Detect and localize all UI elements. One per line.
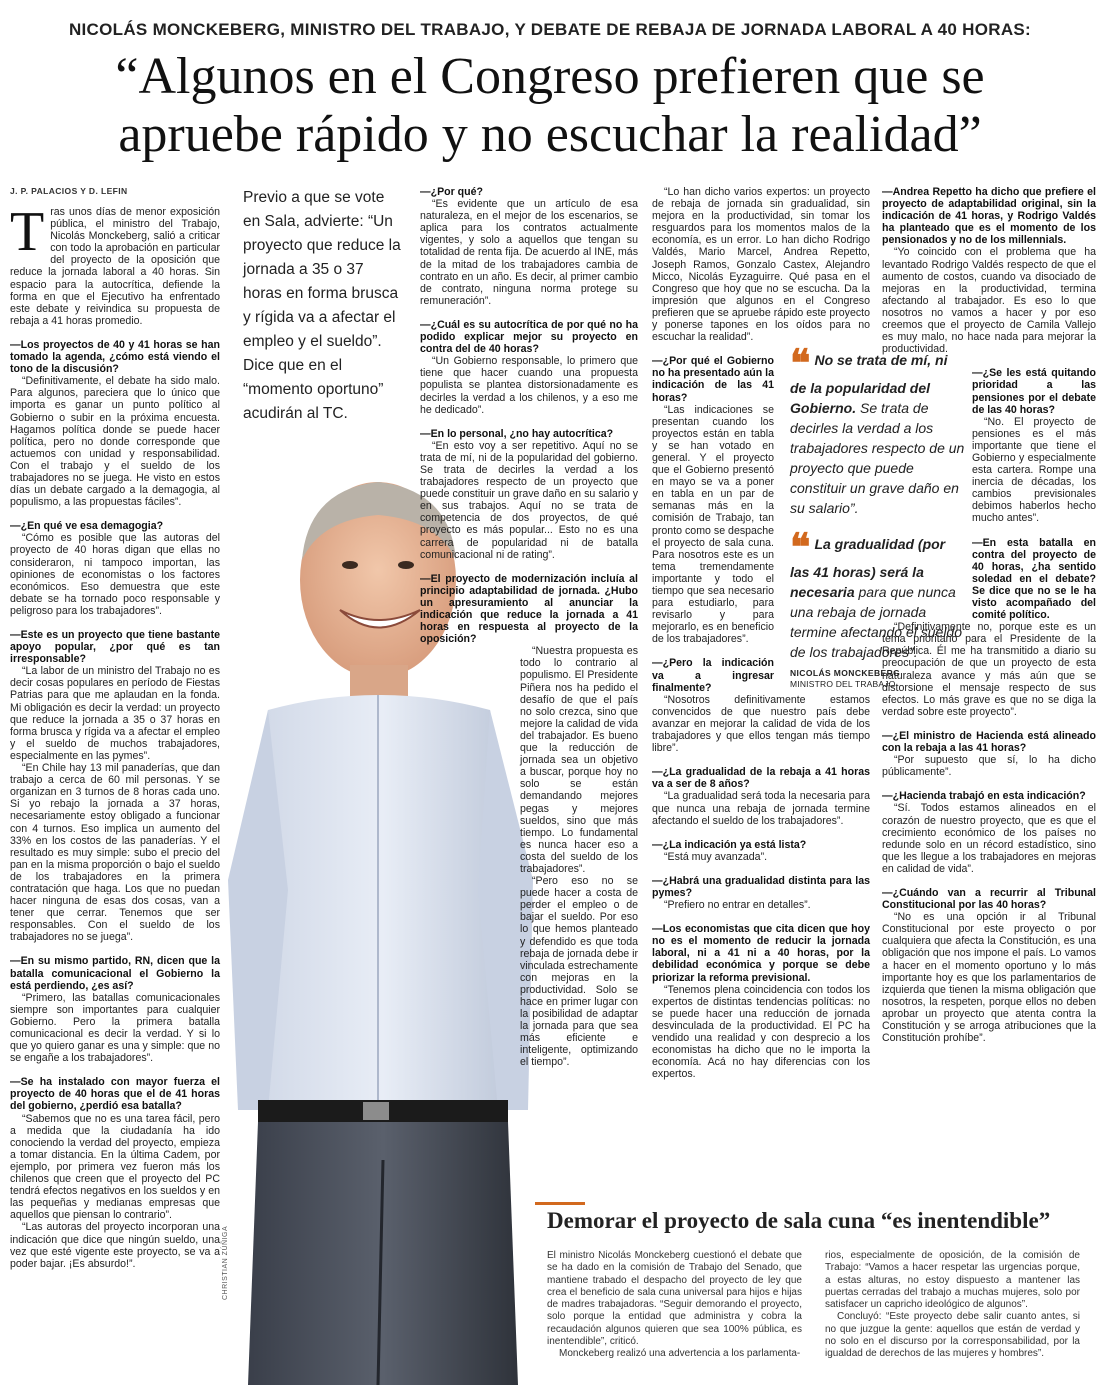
question: —El proyecto de modernización incluía al principio adaptabilidad de jornada. ¿Hubo un apresuramiento al anunciar la indicación que reduce la jornada a 41 horas en respuesta al proyecto de la oposición? — [420, 572, 638, 646]
pull-quote-2: ❝ La gradualidad (por las 41 horas) será la necesaria para que nunca una rebaja de jornada termine afectando el sueldo de los trabajadores”. — [790, 527, 962, 660]
accent-bar — [535, 1202, 585, 1205]
question: —¿La gradualidad de la rebaja a 41 horas va a ser de 8 años? — [652, 766, 870, 791]
question: —¿El ministro de Hacienda está alineado con la rebaja a las 41 horas? — [882, 729, 1096, 755]
question: —Andrea Repetto ha dicho que prefiere el proyecto de adaptabilidad original, sin la indicación de 41 horas, y Rodrigo Valdés ha planteado que es el momento de los pensionados y no de los millennials. — [882, 186, 1096, 247]
answer: “Lo han dicho varios expertos: un proyecto de rebaja de jornada sin gradualidad, sin mejora en la productividad, sin tomar los resguardos para los momentos malos de la economía, es un error. Lo han dicho Rodrigo Valdés, Mario Marcel, Andrea Repetto, Joseph Ramos, Gonzalo Castex, Alejandro Micco, Nicolás Eyzaguirre. Qué pasa en el Congreso que hoy que no se escucha. Da la impresión que algunos en el Congreso prefieren que se apruebe rápido este proyecto y ponerse tapones en los oídos para no escuchar la realidad”. — [652, 186, 870, 344]
question: —En su mismo partido, RN, dicen que la batalla comunicacional el Gobierno la está perdiendo, ¿es así? — [10, 955, 220, 992]
question: —Los proyectos de 40 y 41 horas se han tomado la agenda, ¿cómo está viendo el tono de la discusión? — [10, 338, 220, 376]
question: —¿Por qué? — [420, 186, 483, 198]
pull-quote-1: ❝ No se trata de mí, ni de la popularidad del Gobierno. Se trata de decirles la verdad a los trabajadores respecto de un proyecto que puede constituir un grave daño en su salario”. — [790, 343, 965, 516]
pull-quote-signature: NICOLÁS MONCKEBERG MINISTRO DEL TRABAJO — [790, 668, 901, 689]
kicker: NICOLÁS MONCKEBERG, MINISTRO DEL TRABAJO, Y DEBATE DE REBAJA DE JORNADA LABORAL A 40 HORAS: — [68, 20, 1032, 39]
headline: “Algunos en el Congreso prefieren que se apruebe rápido y no escuchar la realidad” — [115, 48, 985, 163]
answer: “La labor de un ministro del Trabajo no es decir cosas populares en período de Fiestas Patrias para que me aplaudan en la fonda. Mi obligación es decir la verdad: un proyecto que reduce la jornada a 35 o 37 horas en forma brusca y rígida va a afectar el empleo y el sueldo de muchos trabajadores, especialmente en las pymes”. — [10, 665, 220, 762]
answer: “Está muy avanzada”. — [664, 850, 768, 863]
question: —¿Habrá una gradualidad distinta para las pymes? — [652, 874, 870, 899]
answer: “Nuestra propuesta es todo lo contrario al populismo. El Presidente Piñera nos ha pedido el desafío de que el país no solo crezca, sino que mejore la calidad de vida del trabajador. Es bueno que la reducción de jornada sea un objetivo a buscar, porque hoy no solo se están demandando mejores pegas y mejores sueldos, sino que más tiempo. Lo fundamental es nunca hacer eso a costa del sueldo de los trabajadores”. — [520, 645, 638, 875]
answer: “Definitivamente no, porque este es un tema prioritario para el Presidente de la República. Él me ha transmitido a diario su preocupación de que un proyecto de esta naturaleza avance y más aún que se distorsione el mensaje respecto de sus efectos. Lo más grave es que no se diga la verdad sobre este proyecto”. — [882, 621, 1096, 718]
answer: “La gradualidad será toda la necesaria para que nunca una rebaja de jornada termine afectando el sueldo de los trabajadores”. — [652, 790, 870, 827]
question: —¿La indicación ya está lista? — [652, 838, 807, 851]
answer: “Las indicaciones se presentan cuando los proyectos están en tabla y se han votado en general. Y el proyecto que el Gobierno presentó en mayo se va a poner en tabla en un par de semanas más en la comisión de Trabajo, tan pronto como se despache el proyecto de sala cuna. Para nosotros este es un tema tremendamente importante y todo el tiempo que sea necesario para estudiarlo, para revisarlo y para mejorarlo, es en beneficio de los trabajadores”. — [652, 403, 774, 646]
sidebar-title: Demorar el proyecto de sala cuna “es inentendible” — [547, 1208, 1051, 1233]
drop-cap: T — [10, 201, 45, 263]
question: —Este es un proyecto que tiene bastante apoyo popular, ¿por qué es tan irresponsable? — [10, 629, 220, 666]
answer: “Sabemos que no es una tarea fácil, pero a medida que la ciudadanía ha ido conociendo la verdad del proyecto, empieza a tomar distancia. En la última Cadem, por ejemplo, por primera vez fueron más los chilenos que creen que el proyecto del PC tendrá efectos negativos en los sueldos y en las pequeñas y medianas empresas que aquellos que piensan lo contrario”. — [10, 1112, 220, 1222]
answer: “Yo coincido con el problema que ha levantado Rodrigo Valdés respecto de que el aumento de costos, cuando va disociado de mejoras en la productividad, termina afectando al trabajador. Es eso lo que nosotros no vamos a hacer y por eso creemos que el proyecto de Camila Vallejo es muy malo, no hace nada para mejorar la productividad. — [882, 246, 1096, 356]
sidebar-sala-cuna — [535, 1194, 1095, 1384]
answer: “Nosotros definitivamente estamos convencidos de que nuestro país debe avanzar en mejorar la calidad de vida de los trabajadores y que ellos tengan más tiempo libre”. — [652, 693, 870, 755]
answer: “Prefiero no entrar en detalles”. — [664, 899, 811, 912]
sidebar-column-1: El ministro Nicolás Monckeberg cuestionó el debate que se ha dado en la comisión de Trabajo del Senado, que mantiene trabado el despacho del proyecto de ley que crea el beneficio de sala cuna universal para hijos e hijas de madres trabajadoras. “Seguir demorando el proyecto, solo porque la entidad que administra y cobra la recaudación algunos quieren que sea 100% pública, es inentendible”, criticó. Monckeberg realizó una advertencia a los parlamenta- — [547, 1250, 802, 1360]
answer: “En Chile hay 13 mil panaderías, que dan trabajo a cerca de 60 mil personas. Y se organizan en 3 turnos de 8 horas cada uno. Si yo rebajo la jornada a 37 horas, necesariamente estoy obligado a funcionar con 4 turnos. Eso implica un aumento del 33% en los costos de las panaderías. Y el resultado es muy simple: subo el precio del pan en la misma proporción o bajo el sueldo de los trabajadores en la primera contratación que haga. Los que no puedan hacer ninguna de esas dos cosas, van a tener que cerrar. Tenemos que ser responsables. Con el sueldo de los trabajadores no se juega”. — [10, 762, 220, 944]
answer: “Un Gobierno responsable, lo primero que tiene que hacer cuando una propuesta populista se plantea distorsionadamente es decirles la verdad a los chilenos, y a eso me he dedicado”. — [420, 355, 638, 416]
answer: “Es evidente que un artículo de esa naturaleza, en el mejor de los escenarios, se aplica para los contratos actualmente vigentes, y solo a aquellos que tengan su totalidad de renta fija. De acuerdo al INE, más de la mitad de los trabajadores cambia de contrato en un año. Es decir, al primer cambio de contrato, ninguna norma protege su remuneración”. — [420, 198, 638, 307]
answer: “No es una opción ir al Tribunal Constitucional por este proyecto o por cualquiera que afecta la Constitución, es una obligación que nos impone el país. Lo vamos a hacer en el momento oportuno y lo más importante hoy es que los parlamentarios de izquierda que tienen la misma obligación que nosotros, la respeten, porque ellos no deben aprobar un proyecto que atenta contra la Constitución y se arroga atribuciones que la Constitución prohíbe”. — [882, 911, 1096, 1045]
answer: “En esto voy a ser repetitivo. Aquí no se trata de mí, ni de la popularidad del gobierno. Se trata de decirles la verdad a los trabajadores respecto de un proyecto que puede constituir un grave daño en su salario y en sus trabajos. Aquí no se trata de competencia de dos proyectos, de qué proyecto es más popular... Esto no es una carrera de popularidad ni de batalla comunicacional ni de rating”. — [420, 439, 638, 561]
answer: “Sí. Todos estamos alineados en el corazón de nuestro proyecto, que es que el crecimiento económico de los países no redunde solo en un récord estadístico, sino que les llegue a los trabajadores en mejoras en calidad de vida”. — [882, 802, 1096, 875]
question: —¿Hacienda trabajó en esta indicación? — [882, 790, 1086, 803]
answer: “Por supuesto que sí, lo ha dicho públicamente”. — [882, 754, 1096, 779]
byline: J. P. PALACIOS Y D. LEFIN — [10, 186, 128, 196]
question: —¿Por qué el Gobierno no ha presentado aún la indicación de las 41 horas? — [652, 355, 774, 404]
question: —¿Se les está quitando prioridad a las pensiones por el debate de las 40 horas? — [972, 367, 1096, 416]
answer: “Las autoras del proyecto incorporan una indicación que dice que ningún sueldo, una vez que esté vigente este proyecto, se va a poder bajar. ¡Es absurdo!”. — [10, 1221, 220, 1270]
answer: “Pero eso no se puede hacer a costa de perder el empleo o de bajar el sueldo. Por eso lo que hemos planteado y defendido es que toda rebaja de jornada debe ir vinculada estrechamente con mejoras en la productividad. Solo se hace en primer lugar con la posibilidad de adaptar la jornada para que sea más eficiente e inteligente, optimizando el tiempo”. — [520, 875, 638, 1069]
question: —Los economistas que cita dicen que hoy no es el momento de reducir la jornada laboral, ni a 41 ni a 40 horas, por la debilidad económica y porque se debe priorizar la reforma previsional. — [652, 923, 870, 984]
question: —Se ha instalado con mayor fuerza el proyecto de 40 horas que el de 41 horas del gobierno, ¿perdió esa batalla? — [10, 1076, 220, 1113]
photo-credit: CHRISTIAN ZÚÑIGA — [222, 1225, 229, 1300]
question: —En lo personal, ¿no hay autocrítica? — [420, 427, 614, 440]
question: —¿Cuándo van a recurrir al Tribunal Constitucional por las 40 horas? — [882, 886, 1096, 912]
answer: “Tenemos plena coincidencia con todos los expertos de distintas tendencias políticas: no se puede hacer una reducción de jornada desvinculada de la productividad. El PC ha vendido una realidad y con desprecio a los economistas ha dicho que no le importa la economía. Acá no hay diferencias con los expertos. — [652, 983, 870, 1081]
sidebar-column-2: rios, especialmente de oposición, de la comisión de Trabajo: “Vamos a hacer respetar las urgencias porque, a estas alturas, no estoy dispuesto a mantener las puertas cerradas del trabajo a muchas mujeres, solo por satisfacer un capricho ideológico de algunos”. Concluyó: “Este proyecto debe salir cuanto antes, si no que juzgue la gente: aquellos que están de verdad y no solo en el discurso por la corresponsabilidad, por la igualdad de derechos de las mujeres y hombres”. — [825, 1250, 1080, 1360]
lead-deck: Previo a que se vote en Sala, advierte: “Un proyecto que reduce la jornada a 35 o 37 horas en forma brusca y rígida va a afectar el empleo y el sueldo”. Dice que en el “momento oportuno” acudirán al TC. — [243, 189, 401, 422]
quote-mark-icon: ❝ — [790, 343, 811, 385]
answer: “Cómo es posible que las autoras del proyecto de 40 horas digan que ellas no consideraron, ni tampoco importan, las opiniones de economistas o los factores económicos. Eso demuestra que este debate se ha tornado poco responsable y peligroso para los trabajadores”. — [10, 532, 220, 617]
intro-paragraph: Tras unos días de menor exposición pública, el ministro del Trabajo, Nicolás Monckeberg, salió a criticar con todo la aprobación en particular del proyecto de la oposición que reduce la jornada laboral a 40 horas. Sin espacio para la autocrítica, defiende la forma en que el Ejecutivo ha enfrentado este debate y reivindica su propuesta de rebaja a 41 horas promedio. — [10, 201, 220, 327]
quote-mark-icon: ❝ — [790, 527, 811, 569]
question: —En esta batalla en contra del proyecto de 40 horas, ¿ha sentido soledad en el debate? Se dice que no se le ha visto acompañado del comité político. — [972, 536, 1096, 622]
answer: “No. El proyecto de pensiones es el más importante que tiene el Gobierno y especialmente esta cartera. Rompe una inercia de décadas, los cambios previsionales debimos haberlos hecho mucho antes”. — [972, 415, 1096, 525]
answer: “Primero, las batallas comunicacionales siempre son importantes para cualquier Gobierno. Pero la primera batalla comunicacional es decir la verdad. Y si lo que yo quiero ganar es una y simple: que no se engañe a los trabajadores”. — [10, 991, 220, 1065]
answer: “Definitivamente, el debate ha sido malo. Para algunos, pareciera que lo único que importa es ganar un punto político al Gobierno o subir en la próxima encuesta. Hagamos política donde se puede hacer política, pero no donde corresponde que actuemos con unidad y responsabilidad. Con el trabajo y el sueldo de los trabajadores no se juega. He visto en estos días un debate cargado a la demagogia, al populismo, a las propuestas fáciles”. — [10, 375, 220, 509]
question: —¿En qué ve esa demagogia? — [10, 520, 164, 533]
question: —¿Pero la indicación va a ingresar finalmente? — [652, 657, 774, 694]
column-1 — [10, 201, 220, 1270]
column-3 — [420, 186, 638, 1069]
question: —¿Cuál es su autocrítica de por qué no ha podido explicar mejor su proyecto en contra del de 40 horas? — [420, 318, 638, 356]
column-5 — [882, 186, 1096, 1044]
